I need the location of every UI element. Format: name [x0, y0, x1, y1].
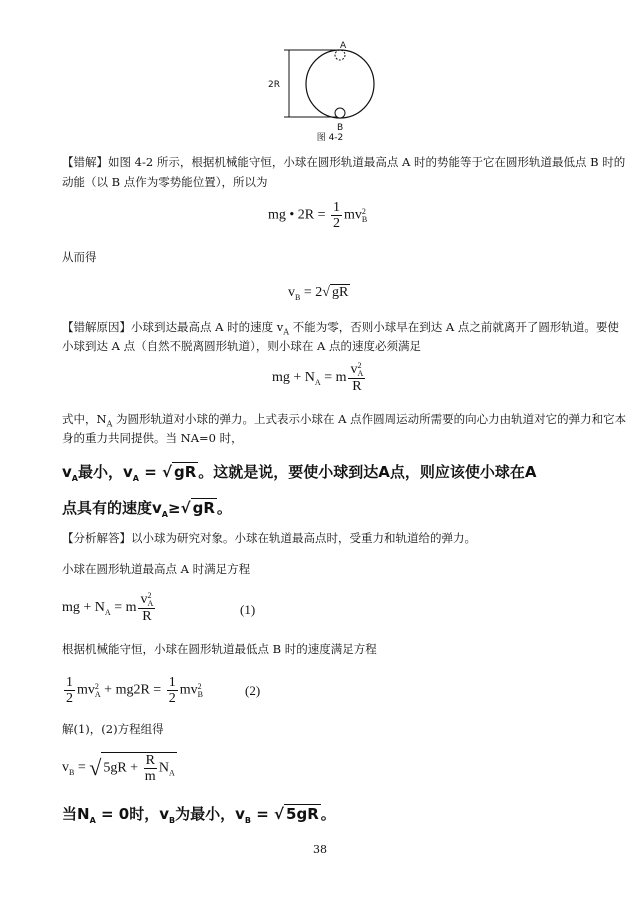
eq5-den1: 2 — [66, 691, 73, 706]
label-2r: 2R — [268, 80, 280, 90]
eq3-num-scripts — [357, 362, 363, 378]
big3-a: 当N — [62, 805, 90, 823]
eq5-c-sup: 2 — [197, 681, 202, 691]
paragraph-top-point: 小球在圆形轨道最高点 A 时满足方程 — [62, 562, 251, 576]
eq1-sub: B — [361, 214, 368, 224]
big3-b: = 0时，v — [95, 805, 169, 823]
sqrt-sign: √ — [89, 755, 102, 780]
equation-vb-wrong: $v_B = 2√$ gR — [288, 285, 349, 302]
equation-energy — [268, 200, 367, 231]
eq4-mid: = m — [110, 600, 137, 616]
eq3-num-v: v — [350, 362, 358, 378]
label-a: A — [340, 41, 347, 51]
big3-sqrt: 5gR — [286, 805, 319, 823]
eq3-num-sub: A — [357, 369, 364, 378]
eq6-den: m — [144, 769, 156, 784]
big2-c: 。 — [216, 499, 232, 517]
equation-1 — [62, 592, 157, 624]
eq6-mid: = — [74, 760, 90, 776]
equation-vb-solution — [62, 752, 177, 784]
eq4-num-v: v — [140, 592, 148, 608]
eq6-left: v — [62, 760, 69, 776]
eq4-num-sup: 2 — [147, 591, 152, 600]
eq3-mid: = m — [320, 370, 347, 386]
statement-min-velocity: $v_A$最小，$v_A$ = √ gR 。这就是说，要使小球到达A点，则应该使小球在A — [62, 463, 537, 483]
eq3-fraction — [348, 362, 365, 394]
p3-a: 【错解原因】小球到达最高点 A 时的速度 v — [62, 320, 284, 334]
eq4-sub: A — [104, 608, 111, 618]
eq5-fraction2 — [167, 675, 178, 706]
equation-centripetal — [272, 362, 367, 394]
big3-e: 。 — [320, 805, 336, 823]
paragraph-explanation-line2: 身的重力共同提供。当 NA=0 时， — [62, 431, 243, 445]
eq6-a: 5gR + — [103, 760, 142, 776]
eq6-radicand — [101, 752, 176, 784]
eq5-b: + mg2R = — [100, 682, 165, 698]
eq5-den2: 2 — [168, 691, 176, 706]
big3-sub2: B — [169, 816, 176, 825]
eq3-sub: A — [314, 378, 321, 388]
big1-b: 最小，v — [77, 463, 133, 481]
eq6-b-sub: A — [169, 768, 175, 778]
equation-2 — [62, 675, 203, 706]
eq2-sqrt: gR — [331, 285, 349, 300]
eq5-a-sub: A — [94, 689, 101, 699]
eq2-left: v — [288, 285, 295, 300]
eq5-c: mv — [179, 682, 198, 698]
p4-b: 为圆形轨道对小球的弹力。上式表示小球在 A 点作圆周运动所需要的向心力由轨道对它的弹力和它本 — [112, 412, 627, 426]
eq6-b: N — [158, 760, 170, 776]
p3-b: 不能为零，否则小球早在到达 A 点之前就离开了圆形轨道。要使 — [289, 320, 619, 334]
p4-sub: A — [106, 419, 113, 429]
big2-sqrt: gR — [192, 499, 215, 517]
eq3-den: R — [352, 379, 362, 394]
paragraph-wrong-solution-line1: 【错解】如图 4-2 所示，根据机械能守恒，小球在圆形轨道最高点 A 时的势能等于它在圆形轨道最低点 B 时的 — [62, 155, 626, 169]
big1-sub: A — [71, 474, 78, 483]
big1-sqrt: gR — [174, 463, 197, 481]
big2-sub: A — [161, 510, 168, 519]
page-number: 38 — [313, 843, 327, 856]
p3-sub: A — [283, 327, 290, 337]
eq4-den: R — [142, 609, 152, 624]
paragraph-solve: 解(1)，(2)方程组得 — [62, 722, 164, 736]
fraction-den: 2 — [333, 216, 341, 231]
eq5-num1: 1 — [66, 675, 73, 690]
equation-2-tag: (2) — [245, 683, 261, 698]
eq5-num2: 1 — [168, 675, 176, 690]
big3-d: = — [251, 805, 275, 823]
paragraph-analysis: 【分析解答】以小球为研究对象。小球在轨道最高点时，受重力和轨道给的弹力。 — [62, 531, 476, 545]
eq3-num — [348, 362, 365, 379]
fraction-num: 1 — [333, 200, 341, 215]
eq1-scripts — [362, 208, 367, 224]
eq4-fraction — [138, 592, 155, 624]
big3-sub: A — [89, 816, 96, 825]
eq1-sup: 2 — [361, 206, 366, 216]
eq5-c-sub: B — [197, 689, 203, 699]
p4-a: 式中，N — [62, 412, 107, 426]
eq5-a: mv — [77, 682, 95, 698]
eq6-num: R — [145, 753, 155, 768]
eq1-left: mg • 2R = — [268, 207, 330, 223]
paragraph-thus: 从而得 — [62, 250, 97, 264]
ball-top — [335, 50, 345, 60]
label-b: B — [337, 123, 344, 133]
eq4-num-sub: A — [147, 599, 154, 608]
eq4-num-scripts — [147, 592, 153, 608]
paragraph-wrong-solution-line2: 动能（以 B 点作为零势能位置），所以为 — [62, 175, 268, 189]
statement-velocity-condition: 点具有的速度$v_A\ge√$ gR 。 — [62, 499, 232, 519]
eq1-right: mv — [344, 207, 362, 223]
big2-b: ≥ — [167, 499, 181, 517]
big1-sub2: A — [132, 474, 139, 483]
eq4-left: mg + N — [62, 600, 105, 616]
eq2-sub: B — [295, 292, 301, 302]
big1-c: = — [138, 463, 162, 481]
eq5-fraction1 — [64, 675, 75, 706]
big1-a: v — [62, 463, 72, 481]
eq2-mid: = 2 — [300, 285, 323, 300]
eq5-c-scripts — [198, 683, 203, 699]
fraction-half — [331, 200, 342, 231]
eq3-left: mg + N — [272, 370, 315, 386]
eq3-num-sup: 2 — [357, 361, 362, 370]
big1-d: 。这就是说，要使小球到达A点，则应该使小球在A — [198, 463, 537, 481]
statement-min-vb: 当$N_A = 0$时，$v_B$为最小，$v_B$ = √ 5gR 。 — [62, 805, 336, 825]
equation-1-tag: (1) — [240, 602, 256, 617]
eq5-a-sup: 2 — [94, 681, 99, 691]
big2-a: 点具有的速度v — [62, 499, 162, 517]
big3-sub3: B — [244, 816, 251, 825]
eq4-num — [138, 592, 155, 609]
big3-c: 为最小，v — [175, 805, 245, 823]
figure-4-2 — [262, 38, 392, 143]
eq6-sub: B — [69, 768, 75, 778]
paragraph-error-reason-line2: 小球到达 A 点（自然不脱离圆形轨道），则小球在 A 点的速度必须满足 — [62, 339, 421, 353]
eq6-fraction — [144, 753, 157, 784]
ball-bottom — [335, 108, 345, 118]
figure-caption: 图 4-2 — [316, 133, 344, 143]
paragraph-energy-conservation: 根据机械能守恒，小球在圆形轨道最低点 B 时的速度满足方程 — [62, 642, 377, 656]
